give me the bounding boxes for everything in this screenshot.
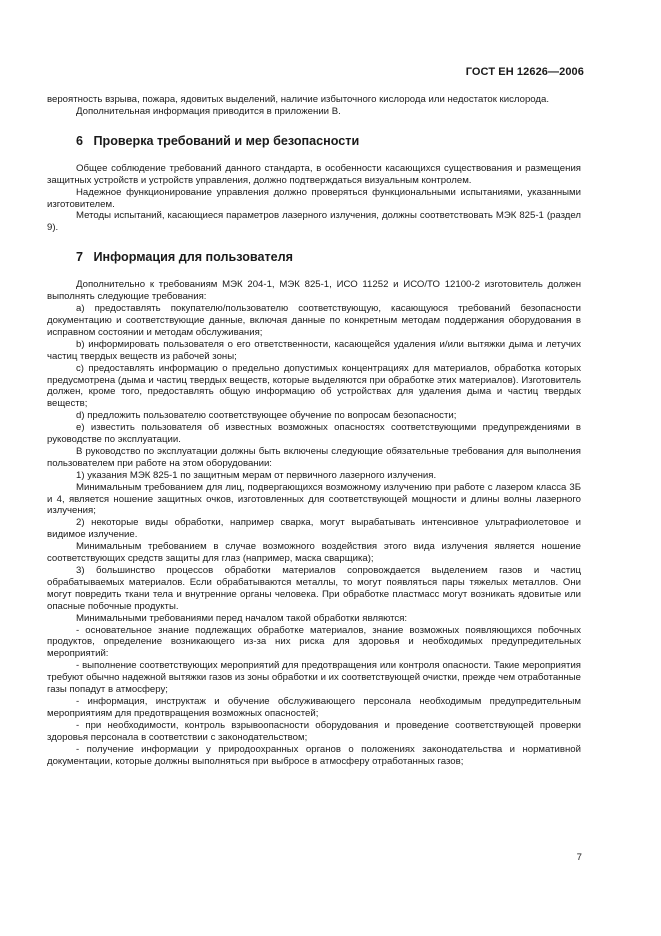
paragraph: Дополнительно к требованиям МЭК 204-1, МЭК 825-1, ИСО 11252 и ИСО/ТО 12100-2 изготовитель должен выполнять следующие требования: (47, 279, 581, 303)
list-item: - основательное знание подлежащих обработке материалов, знание возможных появляющихся побочных продуктов, определение возникающего из-за них риска для здоровья и необходимых предупредительных мероприятий: (47, 624, 581, 660)
list-item: - информация, инструктаж и обучение обслуживающего персонала необходимым предупредительным мероприятиям для предотвращения возможных опасностей; (47, 695, 581, 719)
list-item: 3) большинство процессов обработки материалов сопровождается выделением газов и частиц обрабатываемых материалов. Если обрабатываются металлы, то могут появляться пары тяжелых металлов. Они могут повредить ткани тела и внутренние органы человека. При обработке пластмасс могут возникать ядовитые или опасные побочные продукты. (47, 565, 581, 612)
paragraph: вероятность взрыва, пожара, ядовитых выделений, наличие избыточного кислорода или недостаток кислорода. (47, 94, 550, 105)
list-item: 1) указания МЭК 825-1 по защитным мерам от первичного лазерного излучения. (76, 469, 437, 481)
list-item: - получение информации у природоохранных органов о положениях законодательства и нормативной документации, которые должны выполняться при выбросе в атмосферу отработанных газов; (47, 743, 581, 767)
section-title: Информация для пользователя (93, 250, 294, 265)
paragraph: Надежное функционирование управления должно проверяться функциональными испытаниями, указанными изготовителем. (47, 186, 581, 210)
page-number: 7 (576, 852, 582, 863)
list-item: - при необходимости, контроль взрывоопасности оборудования и проведение соответствующей проверки здоровья персонала в соответствии с законодательством; (47, 719, 581, 743)
section-number: 7 (76, 250, 84, 265)
document-code: ГОСТ ЕН 12626—2006 (465, 66, 584, 78)
list-item: 2) некоторые виды обработки, например сварка, могут вырабатывать интенсивное ультрафиолетовое и видимое излучение. (47, 517, 581, 541)
list-item: а) предоставлять покупателю/пользователю соответствующую, касающуюся требований безопасности документацию и соответствующие данные, включая данные по конкретным методам поддержания оборудования в исправном состоянии и методам обслуживания; (47, 303, 581, 338)
section-number: 6 (76, 133, 84, 148)
paragraph: Общее соблюдение требований данного стандарта, в особенности касающихся существования и размещения защитных устройств и устройств управления, должно подтверждаться визуальным контролем. (47, 162, 581, 186)
list-item: - выполнение соответствующих мероприятий для предотвращения или контроля опасности. Такие мероприятия требуют обычно надежной вытяжки газов из зоны обработки и их соответствующей очистки, прежде чем отработанные газы попадут в атмосферу; (47, 660, 581, 696)
section-6-heading (76, 134, 581, 149)
paragraph: Дополнительная информация приводится в приложении В. (76, 105, 341, 117)
list-item: b) информировать пользователя о его ответственности, касающейся удаления и/или вытяжки дыма и летучих частиц твердых веществ из рабочей зоны; (47, 338, 581, 362)
paragraph: В руководство по эксплуатации должны быть включены следующие обязательные требования для выполнения пользователем при работе на этом оборудовании: (47, 445, 581, 469)
section-title: Проверка требований и мер безопасности (93, 133, 360, 148)
paragraph: Минимальным требованием в случае возможного воздействия этого вида излучения является ношение соответствующих средств защиты для глаз (например, маска сварщика); (47, 541, 581, 565)
page-body (47, 94, 581, 767)
paragraph: Минимальным требованием для лиц, подвергающихся возможному излучению при работе с лазером класса 3Б и 4, является ношение защитных очков, изготовленных для соответствующей мощности и длины волны лазерного излучения; (47, 481, 581, 517)
list-item: с) предоставлять информацию о предельно допустимых концентрациях для материалов, обработка которых предусмотрена (дыма и частиц твердых веществ, которые выделяются при обработке этих материалов). Изготовитель должен, кроме того, предоставлять общую информацию об устройствах для удаления дыма и частиц твердых веществ; (47, 362, 581, 410)
list-item: d) предложить пользователю соответствующее обучение по вопросам безопасности; (76, 410, 457, 422)
paragraph: Методы испытаний, касающиеся параметров лазерного излучения, должны соответствовать МЭК 825-1 (раздел 9). (47, 210, 581, 234)
list-item: е) известить пользователя об известных возможных опасностях соответствующими предупреждениями в руководстве по эксплуатации. (47, 422, 581, 446)
section-7-heading (76, 250, 581, 265)
paragraph: Минимальными требованиями перед началом такой обработки являются: (76, 612, 408, 624)
